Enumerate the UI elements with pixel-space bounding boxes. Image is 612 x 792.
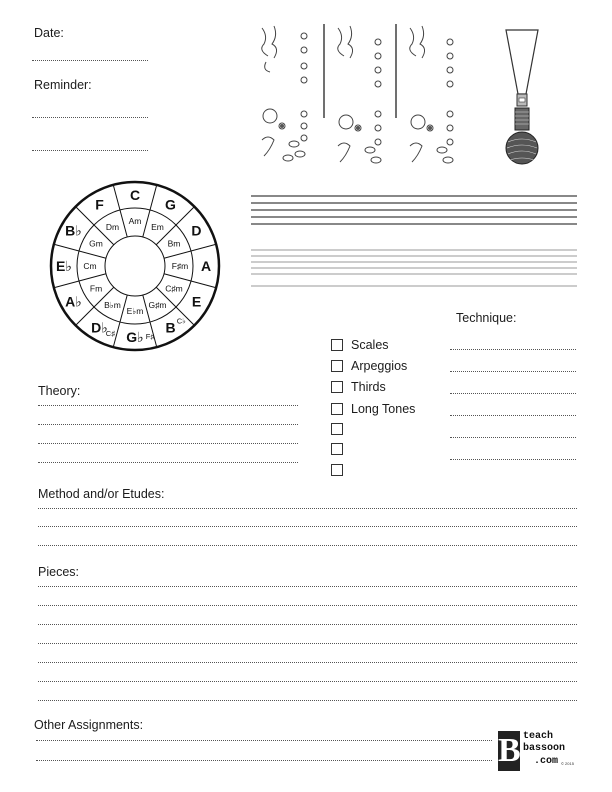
cof-minor-key: Fm (89, 283, 103, 294)
fingering-panel-1 (262, 26, 307, 161)
pieces-line-5[interactable] (38, 662, 577, 663)
cof-major-key: E♭ (56, 258, 72, 274)
cof-major-key: E (191, 293, 202, 310)
checkbox[interactable] (331, 423, 343, 435)
date-line[interactable] (32, 60, 148, 61)
theory-line-2[interactable] (38, 424, 298, 425)
checkbox[interactable] (331, 403, 343, 415)
checklist-scales[interactable] (331, 337, 389, 353)
circle-of-fifths (49, 180, 221, 352)
theory-line-4[interactable] (38, 462, 298, 463)
method-line-2[interactable] (38, 526, 577, 527)
technique-line-2[interactable] (450, 371, 576, 372)
fingering-panel-3 (410, 26, 453, 163)
cof-major-key: G♭ (126, 329, 144, 345)
pieces-line-7[interactable] (38, 700, 577, 701)
pieces-label: Pieces: (38, 565, 79, 579)
technique-line-5[interactable] (450, 437, 576, 438)
logo-line-3: .com (534, 756, 559, 767)
other-line-2[interactable] (36, 760, 492, 761)
checkbox[interactable] (331, 360, 343, 372)
checklist-blank-3[interactable] (331, 462, 351, 478)
cof-major-key: A♭ (65, 293, 82, 310)
theory-line-1[interactable] (38, 405, 298, 406)
cof-minor-key: B♭m (104, 299, 121, 310)
cof-minor-key: Cm (83, 261, 97, 271)
cof-minor-key: E♭m (126, 306, 144, 316)
cof-minor-key: Bm (167, 238, 181, 249)
cof-major-key: A (200, 258, 212, 274)
technique-label: Technique: (456, 311, 517, 325)
technique-line-3[interactable] (450, 393, 576, 394)
fingering-panel-2 (338, 26, 381, 163)
other-assignments-label: Other Assignments: (34, 718, 144, 732)
logo-letter: B (498, 732, 521, 769)
checkbox[interactable] (331, 443, 343, 455)
checkbox[interactable] (331, 464, 343, 476)
cof-minor-key: Dm (105, 222, 120, 233)
theory-label: Theory: (38, 384, 81, 398)
checklist-blank-1[interactable] (331, 421, 351, 437)
checklist-blank-2[interactable] (331, 441, 351, 457)
checkbox[interactable] (331, 381, 343, 393)
cof-major-key: B (165, 319, 176, 336)
method-line-1[interactable] (38, 508, 577, 509)
pieces-line-4[interactable] (38, 643, 577, 644)
checklist-label: Scales (351, 338, 389, 352)
pieces-line-3[interactable] (38, 624, 577, 625)
checklist-arpeggios[interactable] (331, 358, 407, 374)
checklist-long-tones[interactable] (331, 401, 415, 417)
cof-major-key: F (95, 196, 104, 213)
logo-copyright: © 2015 (561, 761, 574, 766)
pieces-line-1[interactable] (38, 586, 577, 587)
date-label: Date: (34, 26, 64, 40)
music-staff (251, 192, 577, 292)
cof-major-key: C (129, 187, 141, 203)
cof-minor-key: Gm (89, 238, 103, 249)
cof-major-key: B♭ (65, 222, 82, 239)
cof-major-key: D♭ (91, 319, 108, 336)
theory-line-3[interactable] (38, 443, 298, 444)
technique-line-4[interactable] (450, 415, 576, 416)
checklist-label: Arpeggios (351, 359, 408, 373)
cof-minor-key: G♯m (148, 299, 167, 310)
reminder-line-2[interactable] (32, 150, 148, 151)
technique-line-6[interactable] (450, 459, 576, 460)
checklist-label: Thirds (351, 380, 386, 394)
cof-major-key: G (165, 196, 176, 213)
logo-line-2: bassoon (523, 743, 566, 754)
cof-enharmonic-key: C♯ (105, 329, 115, 339)
reminder-label: Reminder: (34, 78, 92, 92)
reminder-line-1[interactable] (32, 117, 148, 118)
checklist-label: Long Tones (351, 402, 416, 416)
pieces-line-2[interactable] (38, 605, 577, 606)
technique-line-1[interactable] (450, 349, 576, 350)
fingering-chart-icon (252, 22, 470, 176)
checkbox[interactable] (331, 339, 343, 351)
cof-enharmonic-key: C♭ (176, 316, 186, 326)
logo-line-1: teach (523, 731, 554, 742)
checklist-thirds[interactable] (331, 379, 386, 395)
cof-minor-key: F♯m (171, 261, 189, 271)
cof-minor-key: C♯m (165, 283, 183, 294)
cof-enharmonic-key: F♯ (145, 331, 155, 341)
other-line-1[interactable] (36, 740, 492, 741)
teachbassoon-logo[interactable] (498, 731, 582, 771)
method-line-3[interactable] (38, 545, 577, 546)
cof-minor-key: Em (151, 222, 164, 233)
cof-major-key: D (191, 222, 202, 239)
bassoon-reed-icon (500, 28, 550, 170)
method-label: Method and/or Etudes: (38, 487, 165, 501)
pieces-line-6[interactable] (38, 681, 577, 682)
cof-minor-key: Am (128, 216, 142, 226)
